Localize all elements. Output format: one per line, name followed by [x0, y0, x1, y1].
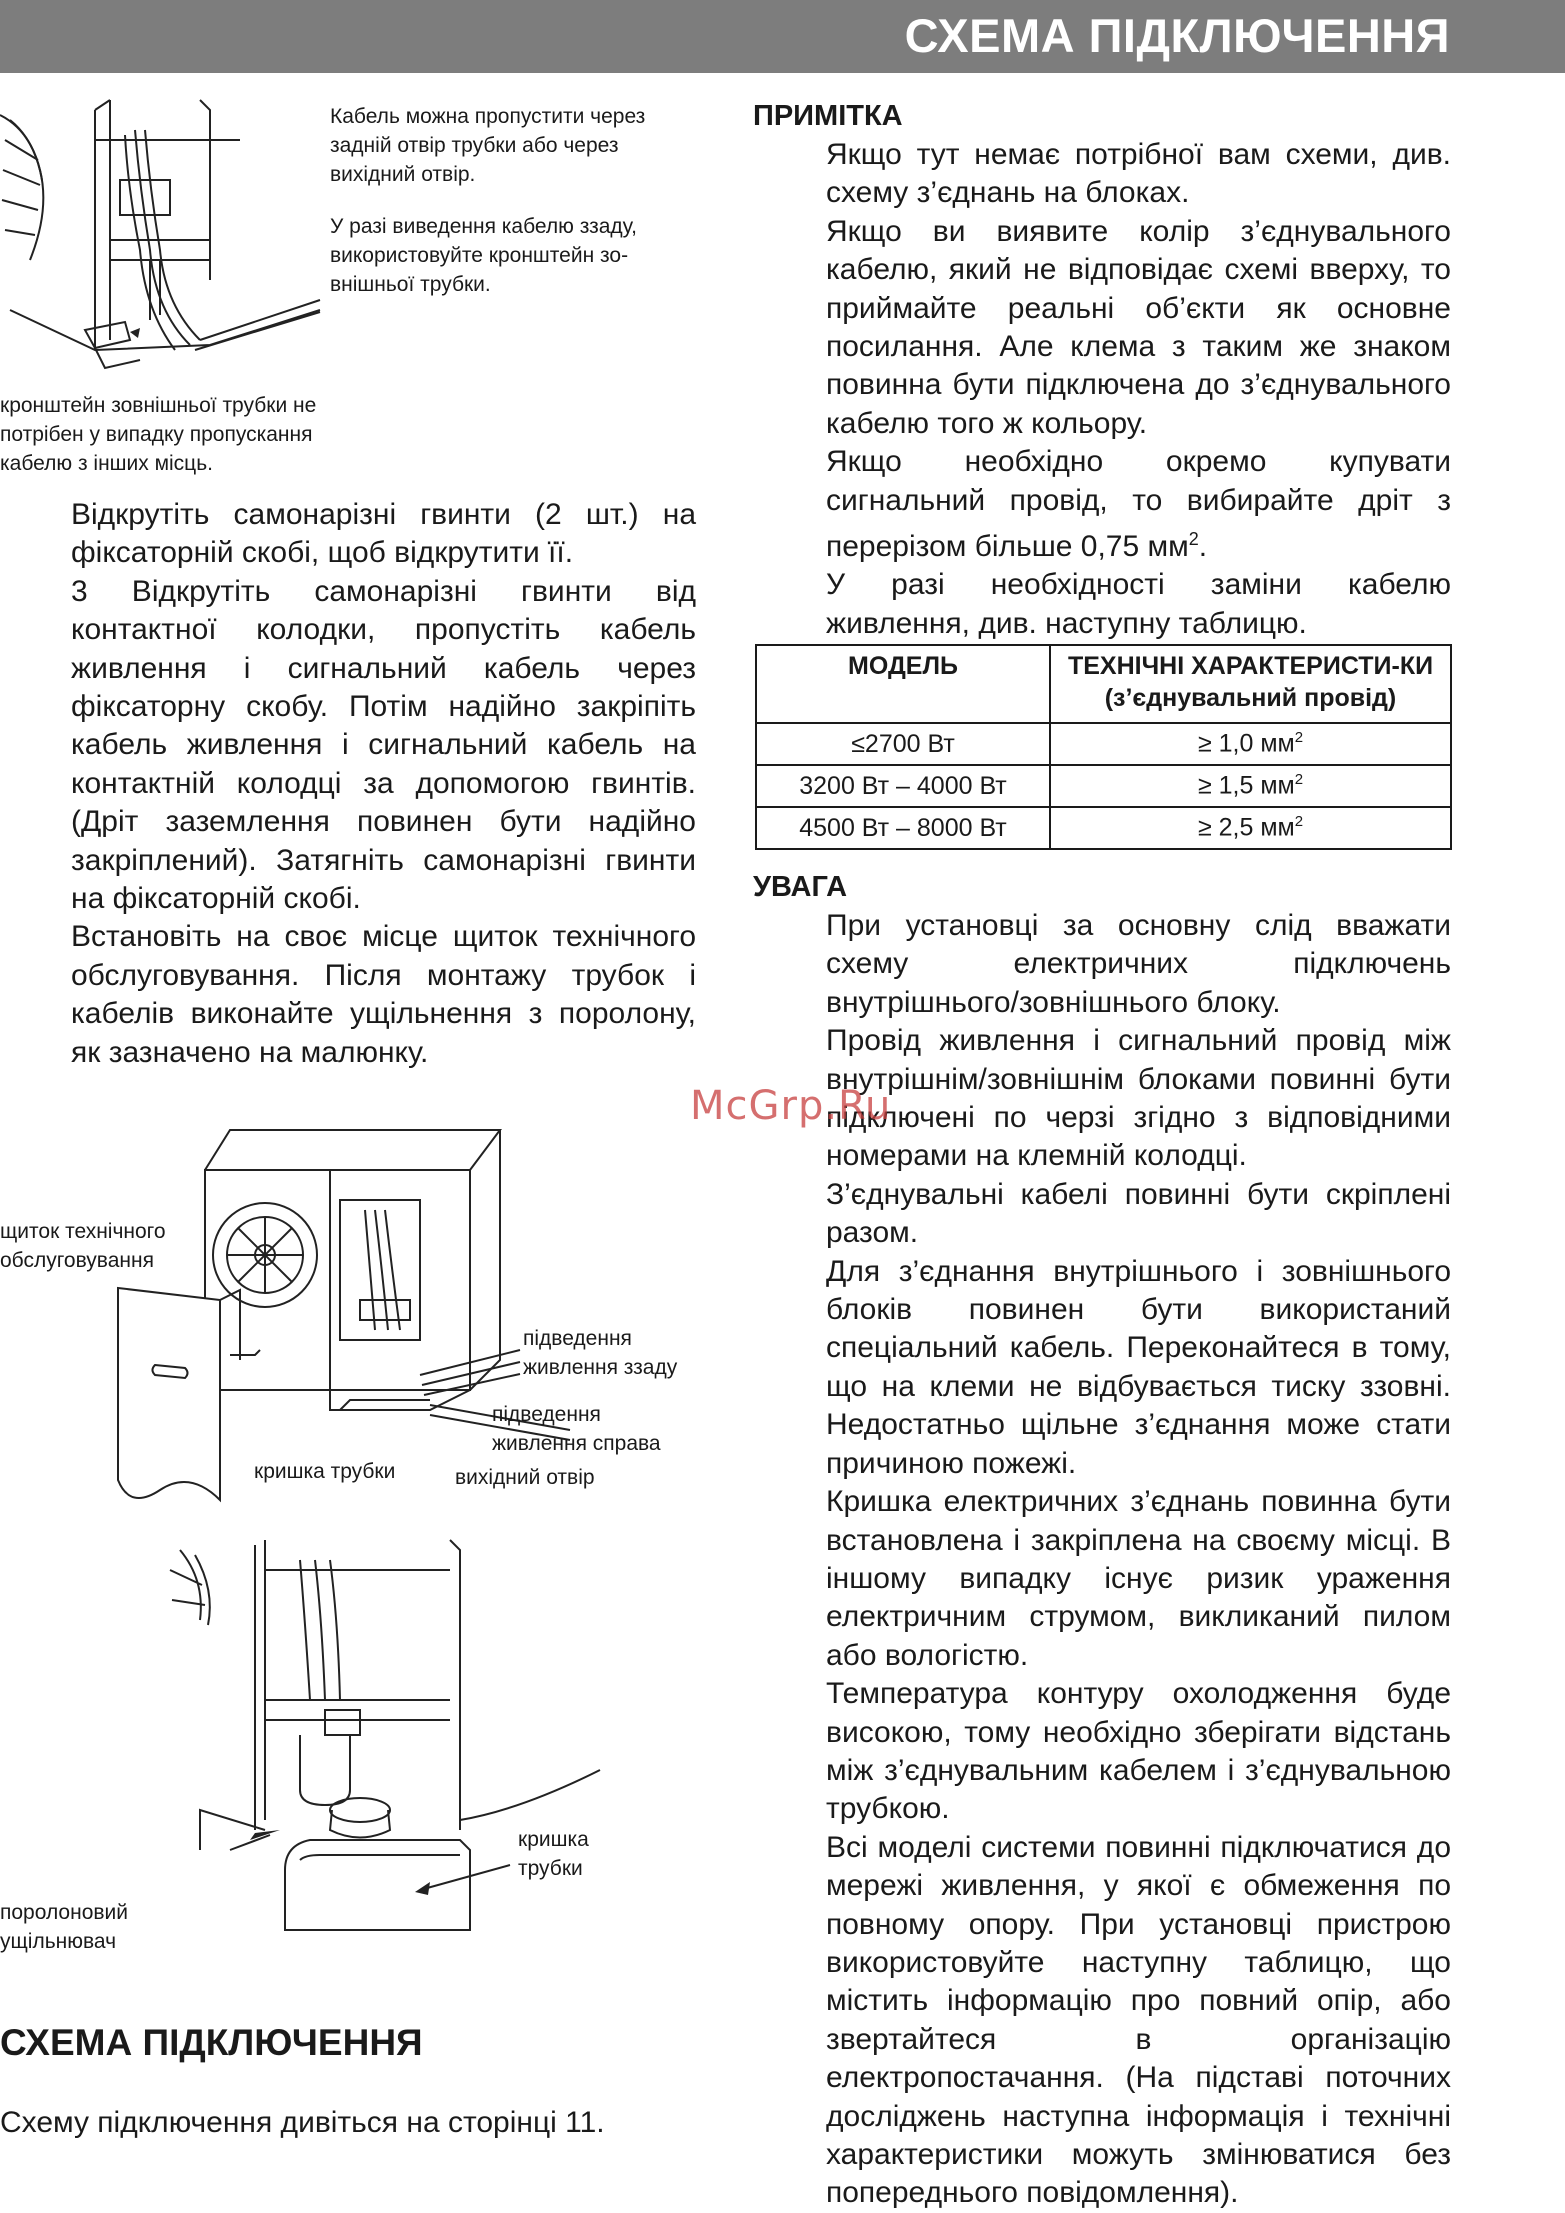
warning-heading: УВАГА [753, 871, 848, 903]
outlet-label: вихідний отвір [455, 1466, 595, 1489]
spec-value: ≥ 1,5 мм [1197, 771, 1295, 800]
note-line: внішньої трубки. [330, 273, 491, 296]
label-line: щиток технічного [0, 1220, 166, 1243]
column-header-spec: ТЕХНІЧНІ ХАРАКТЕРИСТИ-КИ (з’єднувальний провід) [1050, 645, 1451, 723]
label-line: живлення ззаду [523, 1356, 678, 1379]
warning-paragraph-3: З’єднувальні кабелі повинні бути скріплені разом. [826, 1177, 1451, 1250]
cable-spec-table [755, 644, 1452, 850]
note-line: кронштейн зовнішньої трубки не [0, 394, 317, 417]
pipe-cover-label: кришка трубки [254, 1460, 396, 1483]
label-line: ущільнювач [0, 1930, 117, 1953]
note-line: вихідний отвір. [330, 163, 476, 186]
cable-outlet-note [330, 102, 645, 189]
superscript: 2 [1294, 813, 1304, 831]
note-heading: ПРИМІТКА [753, 100, 903, 132]
warning-paragraph-7: Всі моделі системи повинні підключатися до мережі живлення, у якої є обмеження по повному опору. При установці пристрою використовуйте наступну таблицю, що містить інформацію про повний опір, або звертайтеся в організацію електропостачання. (На підставі поточних досліджень наступна інформація і технічні характеристики можуть змінюватися без попереднього повідомлення). [826, 1830, 1451, 2210]
label-line: підведення [492, 1403, 601, 1426]
rear-outlet-note [330, 212, 637, 299]
step-paragraph-2: 3 Відкрутіть самонарізні гвинти від контактної колодки, пропустіть кабель живлення і сигнальний кабель через фіксаторну скобу. Потім надійно закріпіть кабель живлення і сигнальний кабель на контактній колодці за допомогою гвинтів. (Дріт заземлення повинен бути надійно закріплений). Затягніть самонарізні гвинти на фіксаторній скобі. [71, 574, 696, 916]
label-line: живлення справа [492, 1432, 661, 1455]
see-page-text: Схему підключення дивіться на сторінці 11. [0, 2106, 605, 2139]
spec-cell [1050, 723, 1451, 765]
table-row [756, 723, 1451, 765]
spec-value: ≥ 2,5 мм [1197, 813, 1295, 842]
superscript: 2 [1294, 729, 1304, 747]
note-line: кабелю з інших місць. [0, 452, 213, 475]
table-row [756, 807, 1451, 849]
step-paragraph-1: Відкрутіть самонарізні гвинти (2 шт.) на фіксаторній скобі, щоб відкрутити її. [71, 498, 696, 570]
rear-power-label [523, 1324, 677, 1382]
note-text [826, 136, 1451, 643]
step-paragraph-3: Встановіть на своє місце щиток технічного обслуговування. Після монтажу трубок і кабелів виконайте ущільнення з поролону, як зазначено на малюнку. [71, 920, 696, 1069]
model-cell: 3200 Вт – 4000 Вт [756, 765, 1050, 807]
page-title: СХЕМА ПІДКЛЮЧЕННЯ [904, 9, 1450, 62]
section-heading: СХЕМА ПІДКЛЮЧЕННЯ [0, 2022, 423, 2063]
superscript: 2 [1294, 771, 1304, 789]
note-line: потрібен у випадку пропускання [0, 423, 313, 446]
note-paragraph-3-text: Якщо необхідно окремо купувати сигнальний провід, то вибирайте дріт з перерізом більше 0,75 мм [826, 445, 1451, 564]
note-line: У разі виведення кабелю ззаду, [330, 215, 637, 238]
bracket-note [0, 391, 316, 478]
note-line: використовуйте кронштейн зо- [330, 244, 629, 267]
spec-cell [1050, 807, 1451, 849]
warning-text [826, 907, 1451, 2213]
model-cell: ≤2700 Вт [756, 723, 1050, 765]
foam-seal-label [0, 1898, 128, 1956]
label-line: підведення [523, 1327, 632, 1350]
service-panel-label [0, 1217, 166, 1275]
installation-steps [71, 496, 696, 1072]
model-cell: 4500 Вт – 8000 Вт [756, 807, 1050, 849]
label-line: обслуговування [0, 1249, 154, 1272]
note-paragraph-3 [826, 443, 1451, 566]
note-line: задній отвір трубки або через [330, 134, 619, 157]
warning-paragraph-5: Кришка електричних з’єднань повинна бути встановлена і закріплена на своєму місці. В іншому випадку існує ризик ураження електричним струмом, викликаний пилом або вологістю. [826, 1485, 1451, 1672]
watermark: McGrp.Ru [690, 1083, 892, 1129]
pipe-cover-label-2 [518, 1825, 589, 1883]
note-paragraph-4: У разі необхідності заміни кабелю живлення, див. наступну таблицю. [826, 568, 1451, 640]
label-line: кришка [518, 1828, 589, 1851]
warning-paragraph-1: При установці за основну слід вважати схему електричних підключень внутрішнього/зовнішнього блоку. [826, 909, 1451, 1019]
table-header-row [756, 645, 1451, 723]
label-line: трубки [518, 1857, 583, 1880]
warning-paragraph-2: Провід живлення і сигнальний провід між внутрішнім/зовнішнім блоками повинні бути підключені по черзі згідно з відповідними номерами на клемній колодці. [826, 1024, 1451, 1173]
column-header-model: МОДЕЛЬ [756, 645, 1050, 723]
warning-paragraph-6: Температура контуру охолодження буде високою, тому необхідно зберігати відстань між з’єднувальним кабелем і з’єднувальною трубкою. [826, 1677, 1451, 1826]
note-paragraph-2: Якщо ви виявите колір з’єднувального кабелю, який не відповідає схемі вверху, то приймайте реальні об’єкти як основне посилання. Але клема з таким же знаком повинна бути підключена до з’єднувального кабелю того ж кольору. [826, 214, 1451, 440]
spec-value: ≥ 1,0 мм [1197, 729, 1295, 758]
spec-cell [1050, 765, 1451, 807]
label-line: поролоновий [0, 1901, 129, 1924]
table-row [756, 765, 1451, 807]
cable-routing-illustration [0, 100, 330, 390]
warning-paragraph-4: Для з’єднання внутрішнього і зовнішнього блоків повинен бути використаний спеціальний кабель. Переконайтеся в тому, що на клеми не відбувається тиску ззовні. Недостатньо щільне з’єднання може стати причиною пожежі. [826, 1254, 1451, 1480]
note-paragraph-1: Якщо тут немає потрібної вам схеми, див. схему з’єднань на блоках. [826, 138, 1451, 210]
superscript: 2 [1188, 529, 1199, 550]
right-power-label [492, 1400, 661, 1458]
note-line: Кабель можна пропустити через [330, 105, 646, 128]
note-paragraph-3-end: . [1198, 530, 1208, 564]
